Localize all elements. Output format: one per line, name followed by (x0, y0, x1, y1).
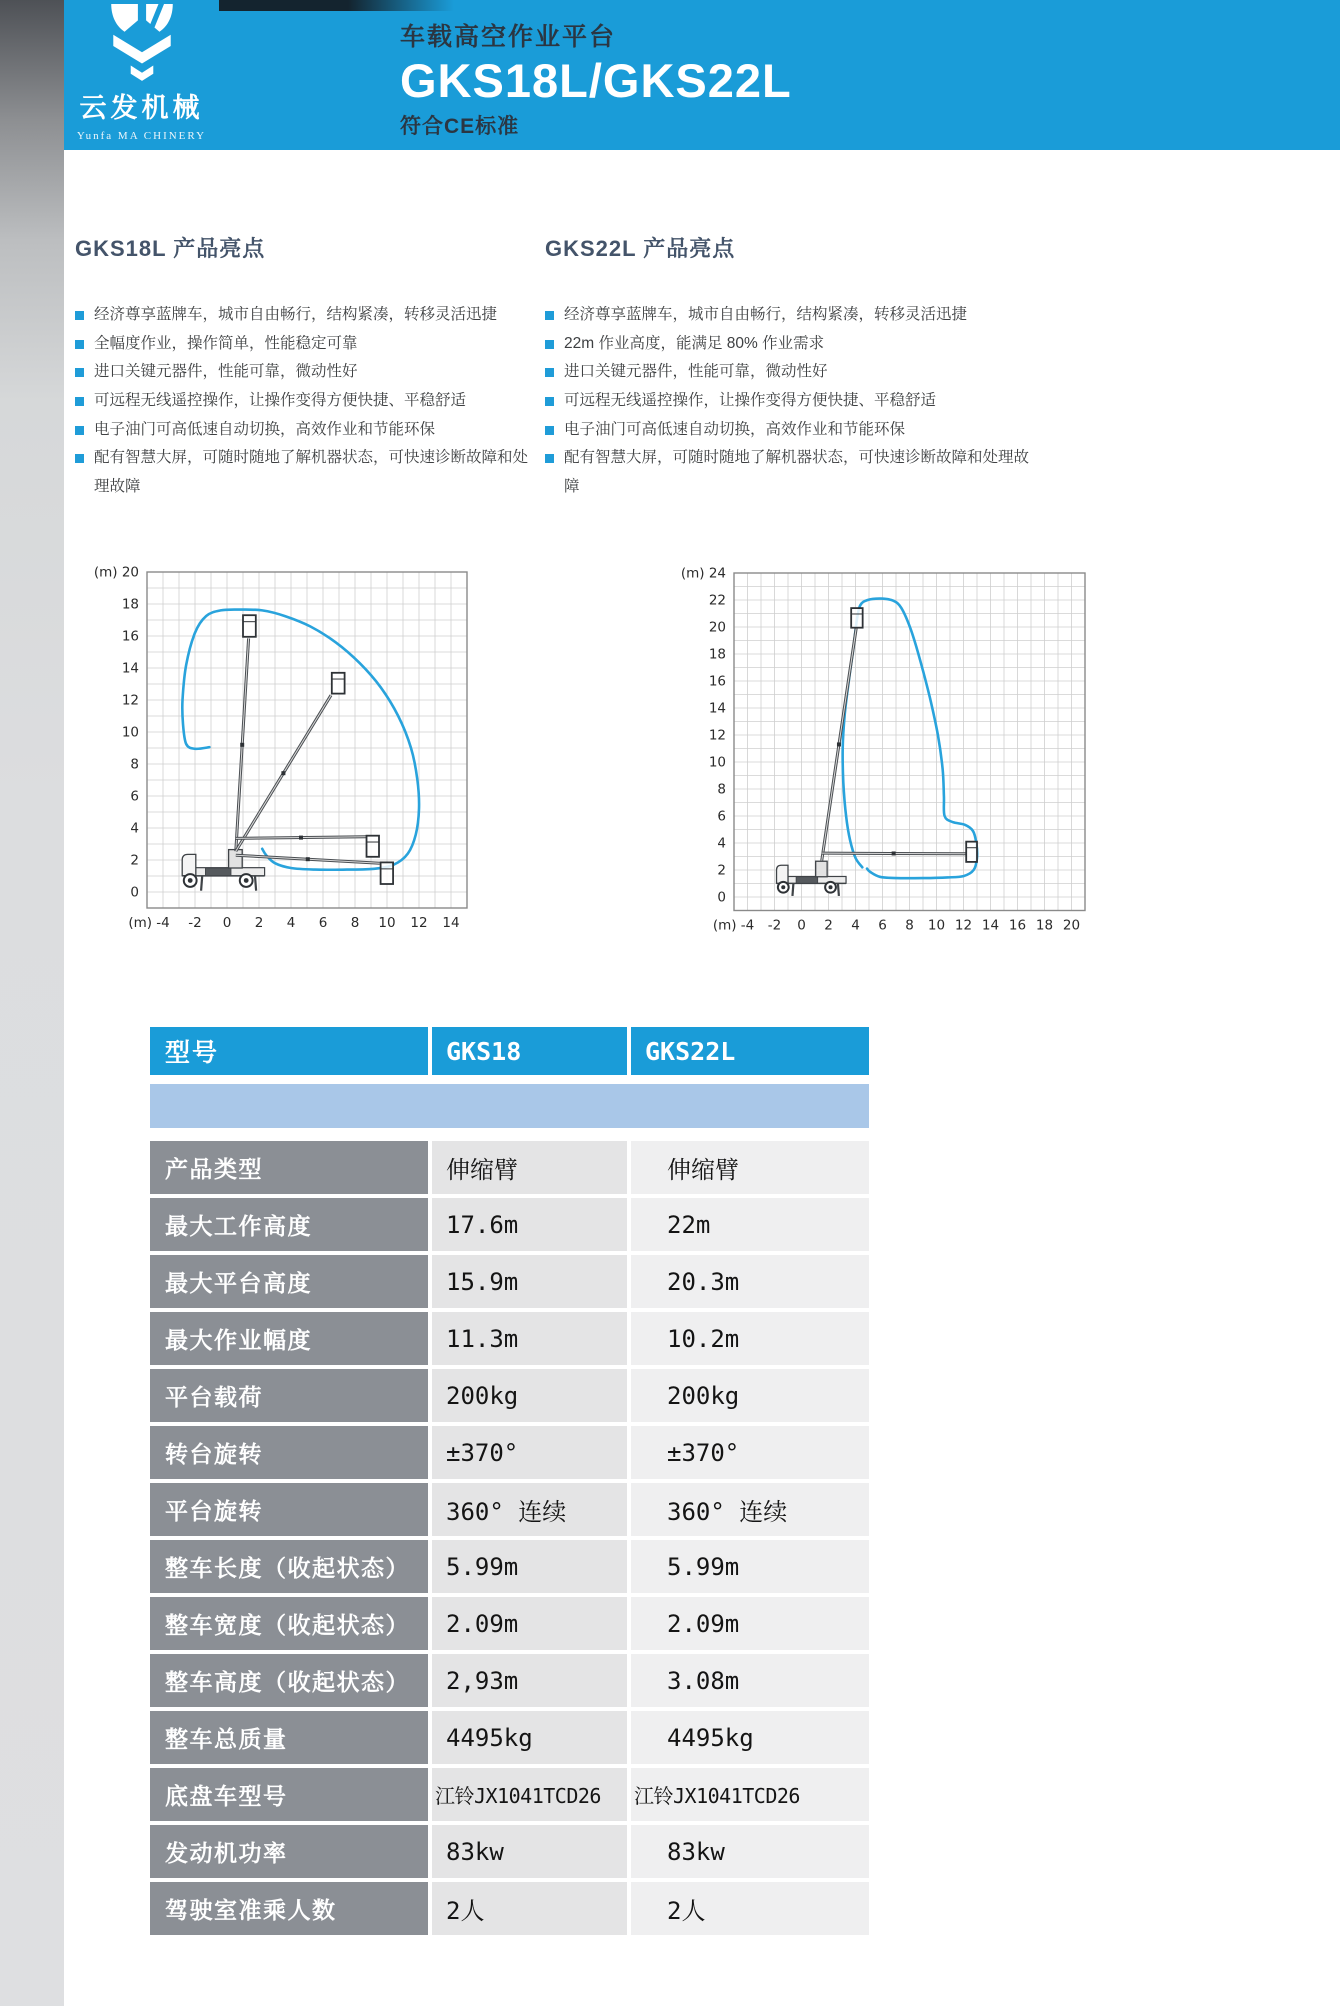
bullet-square-icon (545, 454, 554, 463)
spec-value-gks22l: 20.3m (631, 1255, 869, 1308)
title-banner (219, 0, 1340, 150)
spec-row-label: 最大平台高度 (150, 1255, 428, 1308)
gks22l-highlights-list (545, 301, 1037, 502)
svg-text:(m) 24: (m) 24 (680, 565, 726, 582)
svg-text:6: 6 (717, 808, 726, 825)
svg-text:14: 14 (708, 700, 726, 717)
svg-text:8: 8 (130, 756, 139, 773)
gks18l-highlights-list (75, 301, 537, 502)
svg-text:10: 10 (121, 724, 139, 741)
highlight-text: 全幅度作业，操作简单，性能稳定可靠 (94, 334, 358, 352)
highlight-item (75, 416, 537, 445)
spec-value-gks22l: 2人 (631, 1882, 869, 1935)
bullet-square-icon (75, 397, 84, 406)
company-name-en: Yunfa MA CHINERY (76, 130, 207, 142)
spec-row-label: 最大作业幅度 (150, 1312, 428, 1365)
highlight-text: 配有智慧大屏，可随时随地了解机器状态，可快速诊断故障和处理故障 (564, 449, 1030, 496)
spec-value-gks22l: 10.2m (631, 1312, 869, 1365)
left-margin-strip (0, 0, 64, 2006)
svg-text:16: 16 (1008, 917, 1027, 934)
spec-value-gks18: 伸缩臂 (432, 1141, 627, 1194)
spec-value-gks18: 11.3m (432, 1312, 627, 1365)
spec-value-gks22l: 200kg (631, 1369, 869, 1422)
svg-text:16: 16 (708, 673, 726, 690)
svg-text:18: 18 (1035, 917, 1054, 934)
gks18l-working-envelope-chart (85, 556, 495, 961)
svg-text:2: 2 (824, 917, 833, 934)
spec-value-gks22l: 22m (631, 1198, 869, 1251)
spec-header-model: 型号 (150, 1027, 428, 1075)
spec-value-gks18: 200kg (432, 1369, 627, 1422)
highlight-text: 22m 作业高度，能满足 80% 作业需求 (564, 334, 825, 352)
bullet-square-icon (545, 340, 554, 349)
svg-text:(m): (m) (128, 915, 152, 931)
spec-value-gks18: 2.09m (432, 1597, 627, 1650)
company-logo-icon (100, 4, 184, 84)
spec-value-gks22l: 83kw (631, 1825, 869, 1878)
spec-value-gks22l: 江铃JX1041TCD26 (631, 1768, 869, 1821)
highlight-text: 经济尊享蓝牌车，城市自由畅行，结构紧凑，转移灵活迅捷 (94, 306, 498, 323)
svg-text:14: 14 (981, 917, 1000, 934)
highlight-item (545, 444, 1037, 501)
svg-text:10: 10 (708, 754, 726, 771)
svg-text:2: 2 (130, 852, 139, 869)
highlight-text: 电子油门可高低速自动切换，高效作业和节能环保 (94, 420, 436, 438)
svg-text:4: 4 (130, 820, 139, 837)
spec-row-label: 发动机功率 (150, 1825, 428, 1878)
highlight-item (75, 387, 537, 416)
svg-text:14: 14 (442, 915, 460, 931)
table-band-row (150, 1084, 869, 1128)
svg-text:6: 6 (318, 915, 328, 931)
spec-row-label: 转台旋转 (150, 1426, 428, 1479)
svg-text:0: 0 (130, 884, 139, 901)
spec-value-gks18: ±370° (432, 1426, 627, 1479)
bullet-square-icon (75, 311, 84, 320)
bullet-square-icon (75, 426, 84, 435)
svg-text:-2: -2 (188, 915, 202, 931)
spec-value-gks22l: 4495kg (631, 1711, 869, 1764)
specification-table (150, 1027, 869, 1935)
svg-text:20: 20 (1062, 917, 1081, 934)
ce-standard-note: 符合CE标准 (400, 114, 520, 138)
bullet-square-icon (545, 397, 554, 406)
svg-text:12: 12 (410, 915, 428, 931)
svg-text:8: 8 (905, 917, 914, 934)
svg-text:6: 6 (130, 788, 139, 805)
spec-value-gks22l: 3.08m (631, 1654, 869, 1707)
svg-text:22: 22 (708, 592, 726, 609)
product-model-title: GKS18L/GKS22L (400, 54, 792, 107)
spec-row-label: 整车高度（收起状态） (150, 1654, 428, 1707)
highlight-item (75, 301, 537, 330)
highlight-item (545, 330, 1037, 359)
highlight-item (545, 387, 1037, 416)
svg-text:14: 14 (121, 660, 139, 677)
spec-row-label: 底盘车型号 (150, 1768, 428, 1821)
svg-text:(m): (m) (712, 917, 737, 934)
highlight-text: 经济尊享蓝牌车，城市自由畅行，结构紧凑，转移灵活迅捷 (564, 306, 968, 323)
highlight-item (545, 358, 1037, 387)
spec-value-gks18: 4495kg (432, 1711, 627, 1764)
spec-value-gks18: 2人 (432, 1882, 627, 1935)
bullet-square-icon (545, 368, 554, 377)
svg-text:8: 8 (717, 781, 726, 798)
highlight-item (75, 358, 537, 387)
svg-text:10: 10 (378, 915, 396, 931)
spec-row-label: 整车宽度（收起状态） (150, 1597, 428, 1650)
spec-value-gks18: 江铃JX1041TCD26 (432, 1768, 627, 1821)
highlight-item (75, 330, 537, 359)
spec-value-gks22l: 5.99m (631, 1540, 869, 1593)
bullet-square-icon (545, 311, 554, 320)
highlight-text: 进口关键元器件，性能可靠，微动性好 (94, 363, 358, 381)
spec-row-label: 平台旋转 (150, 1483, 428, 1536)
svg-text:8: 8 (350, 915, 360, 931)
spec-value-gks18: 83kw (432, 1825, 627, 1878)
svg-text:-4: -4 (740, 917, 755, 934)
company-name: 云发机械 (79, 93, 204, 123)
bullet-square-icon (545, 426, 554, 435)
svg-text:(m) 20: (m) 20 (93, 564, 139, 581)
gks22l-working-envelope-chart (645, 556, 1110, 961)
spec-header-gks22l: GKS22L (631, 1027, 869, 1075)
bullet-square-icon (75, 340, 84, 349)
spec-value-gks18: 17.6m (432, 1198, 627, 1251)
highlight-text: 配有智慧大屏，可随时随地了解机器状态，可快速诊断故障和处理故障 (94, 449, 529, 496)
spec-value-gks18: 15.9m (432, 1255, 627, 1308)
spec-header-gks18: GKS18 (432, 1027, 627, 1075)
svg-text:4: 4 (717, 835, 726, 852)
svg-text:0: 0 (222, 915, 232, 931)
product-category: 车载高空作业平台 (400, 23, 617, 51)
gks18l-highlights-title: GKS18L 产品亮点 (75, 236, 266, 261)
svg-text:2: 2 (717, 862, 726, 879)
highlight-text: 进口关键元器件，性能可靠，微动性好 (564, 363, 828, 381)
svg-text:18: 18 (121, 596, 139, 613)
highlight-text: 可远程无线遥控操作，让操作变得方便快捷、平稳舒适 (564, 392, 937, 410)
spec-value-gks22l: ±370° (631, 1426, 869, 1479)
svg-text:0: 0 (717, 889, 726, 906)
highlight-item (545, 416, 1037, 445)
spec-value-gks18: 5.99m (432, 1540, 627, 1593)
svg-text:0: 0 (797, 917, 806, 934)
svg-text:10: 10 (927, 917, 946, 934)
spec-value-gks22l: 2.09m (631, 1597, 869, 1650)
spec-row-label: 整车长度（收起状态） (150, 1540, 428, 1593)
highlight-item (75, 444, 537, 501)
spec-value-gks18: 360° 连续 (432, 1483, 627, 1536)
spec-row-label: 最大工作高度 (150, 1198, 428, 1251)
gks22l-highlights-title: GKS22L 产品亮点 (545, 236, 736, 261)
svg-text:12: 12 (708, 727, 726, 744)
highlight-text: 可远程无线遥控操作，让操作变得方便快捷、平稳舒适 (94, 392, 467, 410)
bullet-square-icon (75, 454, 84, 463)
svg-text:4: 4 (286, 915, 296, 931)
svg-text:-4: -4 (156, 915, 170, 931)
svg-text:-2: -2 (767, 917, 782, 934)
highlight-text: 电子油门可高低速自动切换，高效作业和节能环保 (564, 420, 906, 438)
svg-text:12: 12 (121, 692, 139, 709)
company-logo-block (64, 0, 219, 150)
svg-text:16: 16 (121, 628, 139, 645)
highlight-item (545, 301, 1037, 330)
bullet-square-icon (75, 368, 84, 377)
svg-text:2: 2 (254, 915, 264, 931)
spec-row-label: 整车总质量 (150, 1711, 428, 1764)
spec-value-gks22l: 伸缩臂 (631, 1141, 869, 1194)
banner-dark-accent (219, 0, 454, 11)
svg-text:20: 20 (708, 619, 726, 636)
svg-text:18: 18 (708, 646, 726, 663)
spec-value-gks18: 2,93m (432, 1654, 627, 1707)
svg-text:6: 6 (878, 917, 887, 934)
svg-text:12: 12 (954, 917, 973, 934)
spec-row-label: 产品类型 (150, 1141, 428, 1194)
spec-value-gks22l: 360° 连续 (631, 1483, 869, 1536)
svg-text:4: 4 (851, 917, 860, 934)
spec-row-label: 驾驶室准乘人数 (150, 1882, 428, 1935)
spec-row-label: 平台载荷 (150, 1369, 428, 1422)
